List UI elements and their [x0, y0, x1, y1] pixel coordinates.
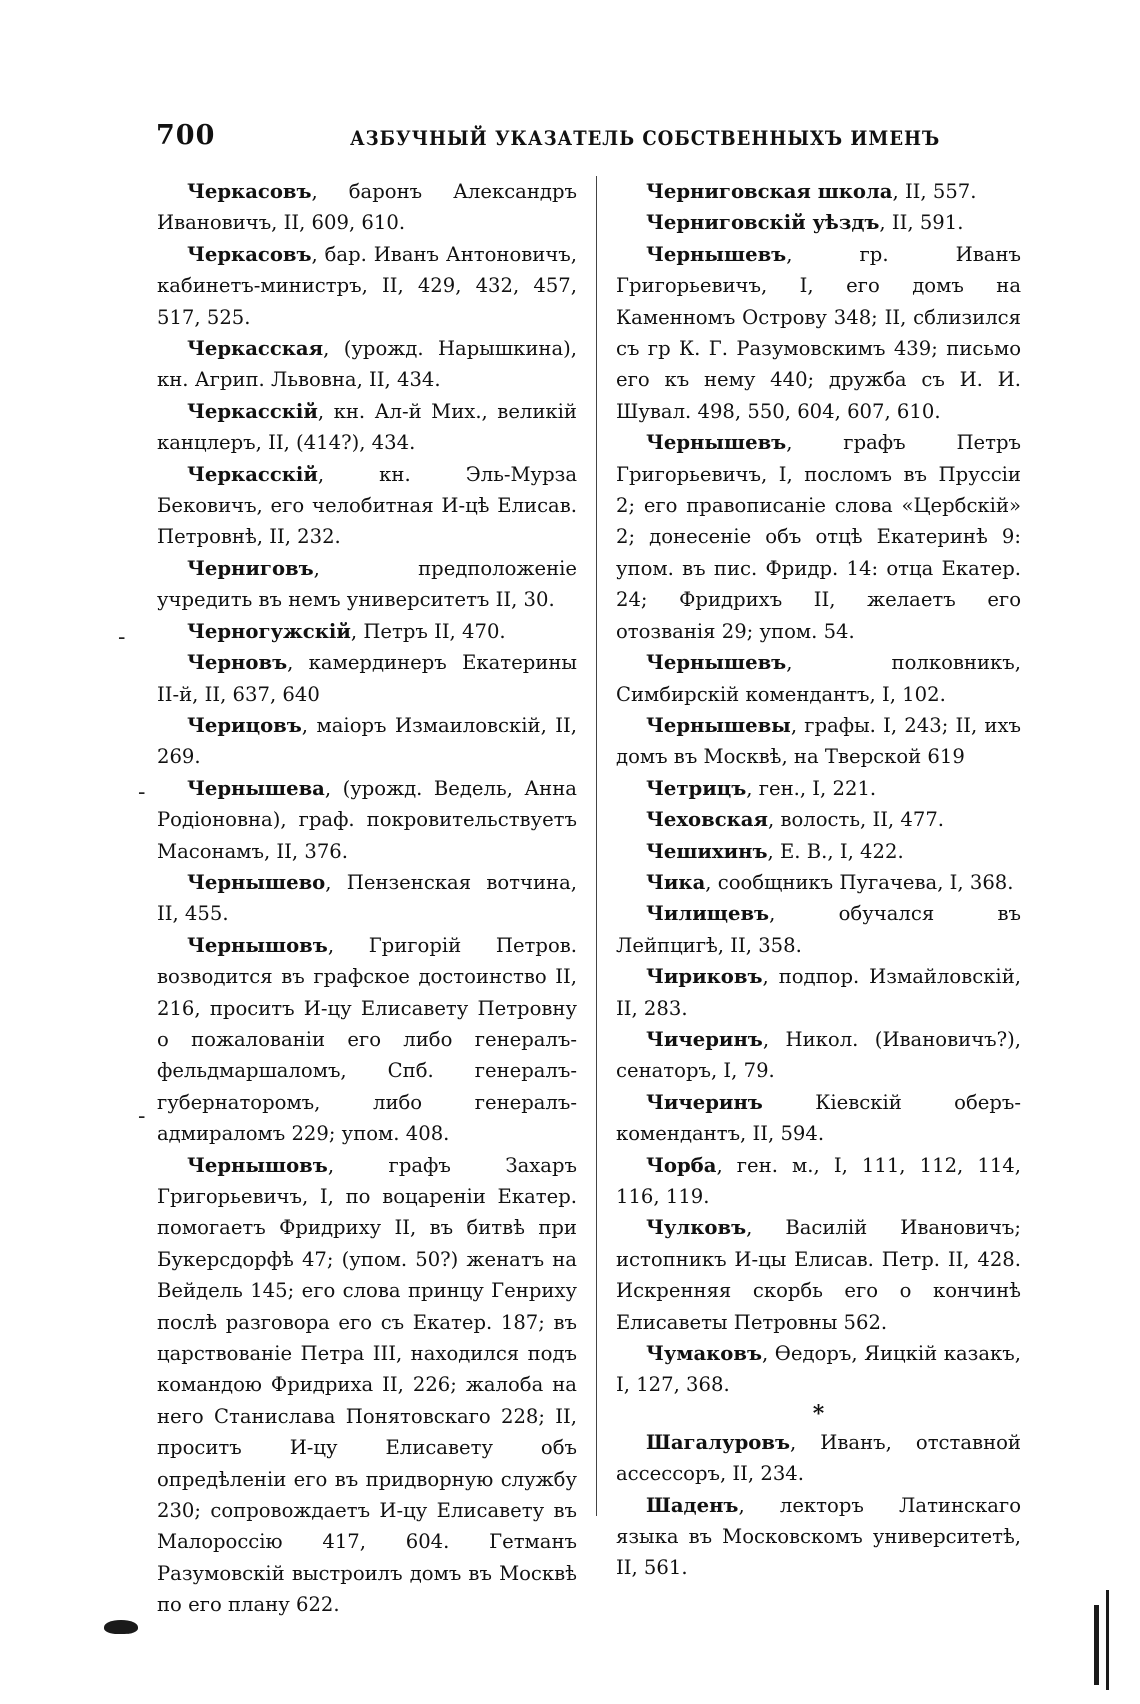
- index-entry: [616, 1087, 1021, 1150]
- index-entry: [616, 427, 1021, 647]
- page-header: [150, 120, 1010, 160]
- entry-text: , (урожд. Нарышкина), кн. Агрип. Львовна, II, 434.: [157, 337, 577, 392]
- entry-headword: Черицовъ: [187, 713, 302, 737]
- entry-text: , графы. I, 243; II, ихъ домъ въ Москвѣ, на Тверской 619: [616, 713, 1021, 769]
- index-entry: [157, 867, 577, 930]
- entry-text: , ген., I, 221.: [746, 776, 877, 800]
- entry-text: , обучался въ Лейпцигѣ, II, 358.: [616, 902, 1021, 957]
- column-divider: [596, 176, 597, 1516]
- entry-headword: Чичеринъ: [646, 1027, 763, 1051]
- index-entry: [616, 804, 1021, 835]
- index-entry: [157, 459, 577, 553]
- index-entry: [157, 176, 577, 239]
- index-entry: [616, 207, 1021, 238]
- entry-text: , гр. Иванъ Григорьевичъ, I, его домъ на Каменномъ Острову 348; II, сблизился съ гр К. Г. Разумовскимъ 439; письмо его къ нему 440; дружба съ И. И. Шувал. 498, 550, 604, 607, 610.: [616, 242, 1021, 423]
- index-entry: [616, 1150, 1021, 1213]
- index-entry: [157, 333, 577, 396]
- index-entry: [157, 553, 577, 616]
- margin-mark: -: [138, 1104, 146, 1129]
- entry-text: , Никол. (Ивановичъ?), сенаторъ, I, 79.: [616, 1027, 1021, 1083]
- index-entry: [157, 616, 577, 647]
- index-entry: [157, 1150, 577, 1621]
- page-number: 700: [156, 120, 216, 151]
- index-entry: [616, 1427, 1021, 1490]
- entry-text: , Василій Ивановичъ; истопникъ И-цы Елисав. Петр. II, 428. Искренняя скорбь его о кончинѣ Елисаветы Петровны 562.: [616, 1216, 1021, 1334]
- entry-headword: Шагалуровъ: [646, 1430, 791, 1454]
- entry-text: , Өедоръ, Яицкій казакъ, I, 127, 368.: [616, 1342, 1021, 1397]
- entry-headword: Чернышевъ: [646, 431, 787, 455]
- entry-headword: Черкасская: [187, 337, 324, 361]
- entry-text: , ген. м., I, 111, 112, 114, 116, 119.: [616, 1153, 1021, 1208]
- entry-headword: Четрицъ: [646, 776, 747, 800]
- index-entry: [616, 239, 1021, 427]
- index-entry: [157, 647, 577, 710]
- page-edge-mark: [1094, 1605, 1099, 1685]
- entry-text: , Петръ II, 470.: [350, 619, 506, 643]
- entry-headword: Черкасскій: [187, 399, 318, 423]
- entry-headword: Чернышева: [187, 776, 325, 800]
- entry-text: , волость, II, 477.: [767, 808, 945, 832]
- entry-text: , Е. В., I, 422.: [767, 839, 904, 863]
- entry-text: , графъ Захаръ Григорьевичъ, I, по воцареніи Екатер. помогаетъ Фридриху II, въ битвѣ при Букерсдорфѣ 47; (упом. 50?) женатъ на Вейдель 145; его слова принцу Генриху послѣ разговора его съ Екатер. 187; въ царствованіе Петра III, находился подъ командою Фридриха II, 226; жалоба на него Станислава Понятовскаго 228; II, проситъ И-цу Елисавету объ опредѣленіи его въ придворную службу 230; сопровождаетъ И-цу Елисавету въ Малороссію 417, 604. Гетманъ Разумовскій выстроилъ домъ въ Москвѣ по его плану 622.: [157, 1153, 577, 1617]
- entry-text: , (урожд. Ведель, Анна Родіоновна), граф. покровительствуетъ Масонамъ, II, 376.: [157, 776, 577, 863]
- entry-text: , графъ Петръ Григорьевичъ, I, посломъ въ Пруссіи 2; его правописаніе слова «Цербскій» 2; донесеніе объ отцѣ Екатеринѣ 9: упом. въ пис. Фридр. 14: отца Екатер. 24; Фридрихъ II, желаетъ его отозванія 29; упом. 54.: [616, 431, 1021, 643]
- entry-headword: Чернышовъ: [187, 933, 328, 957]
- entry-headword: Чумаковъ: [646, 1342, 763, 1366]
- section-divider: *: [812, 1400, 825, 1427]
- entry-text: , Иванъ, отставной ассессоръ, II, 234.: [616, 1430, 1021, 1486]
- index-entry: [616, 647, 1021, 710]
- entry-headword: Чешихинъ: [646, 839, 768, 863]
- entry-headword: Чернышево: [187, 870, 326, 894]
- entry-headword: Чернышевъ: [646, 651, 787, 675]
- entry-text: , Григорій Петров. возводится въ графское достоинство II, 216, проситъ И-цу Елисавету Петровну о пожалованіи его либо генералъ-фельдмаршаломъ, Спб. генералъ-губернаторомъ, либо генералъ-адмираломъ 229; упом. 408.: [157, 933, 577, 1146]
- entry-text: , камердинеръ Екатерины II-й, II, 637, 640: [157, 651, 577, 706]
- entry-headword: Чернышевъ: [646, 242, 787, 266]
- entry-headword: Черниговская школа: [646, 180, 893, 203]
- entry-text: , бар. Иванъ Антоновичъ, кабинетъ-министръ, II, 429, 432, 457, 517, 525.: [157, 242, 577, 329]
- entry-headword: Чернышевы: [646, 713, 791, 737]
- index-entry: [616, 1338, 1021, 1401]
- index-entry: [616, 773, 1021, 804]
- index-entry: [616, 176, 1021, 207]
- entry-headword: Чернышовъ: [187, 1153, 328, 1177]
- left-column: [157, 176, 577, 1621]
- entry-text: , полковникъ, Симбирскій комендантъ, I, 102.: [616, 651, 1021, 706]
- entry-text: , II, 557.: [892, 180, 977, 203]
- entry-text: , лекторъ Латинскаго языка въ Московскомъ университетѣ, II, 561.: [616, 1493, 1021, 1580]
- entry-headword: Черновъ: [187, 651, 288, 675]
- index-entry: [157, 710, 577, 773]
- page-edge-mark: [1106, 1590, 1109, 1690]
- entry-headword: Шаденъ: [646, 1493, 739, 1517]
- entry-headword: Чичеринъ: [646, 1090, 763, 1114]
- index-entry: [616, 1490, 1021, 1584]
- entry-headword: Чулковъ: [646, 1216, 747, 1240]
- index-entry: [157, 239, 577, 333]
- entry-text: , предположеніе учредить въ немъ университетъ II, 30.: [157, 556, 577, 612]
- entry-headword: Чика: [646, 870, 706, 894]
- index-entry: [157, 773, 577, 867]
- entry-text: Кіевскій оберъ-комендантъ, II, 594.: [616, 1090, 1021, 1146]
- margin-mark: -: [118, 625, 126, 650]
- margin-mark: -: [138, 780, 146, 805]
- entry-headword: Чириковъ: [646, 965, 763, 989]
- entry-text: , сообщникъ Пугачева, I, 368.: [705, 870, 1014, 894]
- entry-headword: Чилищевъ: [646, 902, 770, 926]
- entry-headword: Чеховская: [646, 808, 768, 832]
- entry-text: , кн. Ал-й Мих., великій канцлеръ, II, (414?), 434.: [157, 399, 577, 455]
- index-entry: [616, 898, 1021, 961]
- entry-text: , Пензенская вотчина, II, 455.: [157, 870, 577, 926]
- index-entry: [616, 836, 1021, 867]
- entry-headword: Черниговъ: [187, 556, 314, 580]
- ink-smudge: [104, 1620, 138, 1634]
- index-entry: [157, 396, 577, 459]
- entry-text: , кн. Эль-Мурза Бековичъ, его челобитная И-цѣ Елисав. Петровнѣ, II, 232.: [157, 462, 577, 549]
- index-entry: [616, 710, 1021, 773]
- entry-headword: Чорба: [646, 1153, 717, 1177]
- index-entry: [157, 930, 577, 1150]
- entry-text: , баронъ Александръ Ивановичъ, II, 609, 610.: [157, 180, 577, 235]
- entry-text: , подпор. Измайловскій, II, 283.: [616, 965, 1021, 1020]
- entry-headword: Черкасскій: [187, 462, 318, 486]
- entry-headword: Черниговскій уѣздъ: [646, 211, 880, 235]
- entry-text: , маіоръ Измаиловскій, II, 269.: [157, 713, 577, 769]
- index-entry: [616, 961, 1021, 1024]
- right-column: [616, 176, 1021, 1584]
- entry-text: , II, 591.: [879, 211, 964, 235]
- index-entry: [616, 1212, 1021, 1338]
- entry-headword: Черкасовъ: [187, 242, 312, 266]
- entry-headword: Черногужскій: [187, 619, 351, 643]
- index-entry: [616, 867, 1021, 898]
- entry-headword: Черкасовъ: [187, 180, 312, 203]
- running-title: АЗБУЧНЫЙ УКАЗАТЕЛЬ СОБСТВЕННЫХЪ ИМЕНЪ: [350, 126, 941, 150]
- index-entry: [616, 1024, 1021, 1087]
